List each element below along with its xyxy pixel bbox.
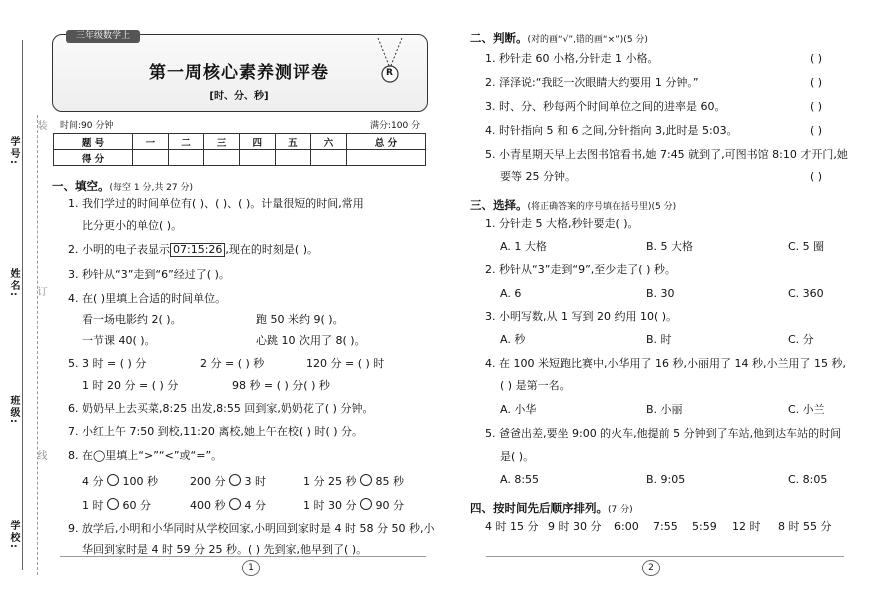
- score-cell: 四: [239, 134, 275, 150]
- s2-q4-answer[interactable]: ( ): [810, 124, 823, 137]
- s3-q1-option-c[interactable]: C. 5 圈: [788, 240, 825, 253]
- full-score: 满分:100 分: [370, 121, 421, 131]
- s4-item: 6:00: [614, 520, 639, 533]
- s1-q3: 3. 秒针从“3”走到“6”经过了( )。: [68, 268, 230, 281]
- s3-q3: 3. 小明写数,从 1 写到 20 约用 10( )。: [485, 310, 678, 323]
- s3-q5-option-a[interactable]: A. 8:55: [500, 473, 540, 486]
- compare-right: 85 秒: [375, 475, 404, 488]
- s4-item: 8 时 55 分: [778, 520, 832, 533]
- compare-circle-input[interactable]: [107, 474, 119, 486]
- s3-q4-option-a[interactable]: A. 小华: [500, 403, 537, 416]
- s1-q4: 4. 在( )里填上合适的时间单位。: [68, 292, 227, 305]
- compare-right: 100 秒: [122, 475, 158, 488]
- section-4-heading: [470, 497, 633, 516]
- compare-right: 3 时: [244, 475, 266, 488]
- s1-q1-line2: 比分更小的单位( )。: [82, 219, 183, 232]
- seal-mark-3: 线: [35, 450, 46, 462]
- s1-q5-b1: 1 时 20 分 = ( ) 分: [82, 379, 179, 392]
- score-cell: 题 号: [54, 134, 133, 150]
- section-2-heading: [470, 27, 648, 46]
- s1-q9-line1: 9. 放学后,小明和小华同时从学校回家,小明回到家时是 4 时 58 分 50 秒,小: [68, 522, 435, 535]
- compare-right: 90 分: [375, 499, 404, 512]
- compare-left: 1 时 30 分: [303, 499, 357, 512]
- s1-q8-a1: [82, 474, 158, 489]
- s4-item: 7:55: [653, 520, 678, 533]
- s4-item: 5:59: [692, 520, 717, 533]
- s1-q8-b3: [303, 498, 404, 513]
- footer-divider-left: [60, 556, 426, 557]
- school-label: 学校:: [8, 520, 19, 550]
- page-number-2: 2: [642, 560, 660, 576]
- score-cell: 总 分: [346, 134, 425, 150]
- compare-right: 60 分: [122, 499, 151, 512]
- s3-q1: 1. 分针走 5 大格,秒针要走( )。: [485, 217, 639, 230]
- score-cell: 三: [204, 134, 240, 150]
- s3-q1-option-b[interactable]: B. 5 大格: [646, 240, 694, 253]
- score-cell[interactable]: [346, 150, 425, 166]
- s1-q8-b1: [82, 498, 151, 513]
- s1-q5-a3: 120 分 = ( ) 时: [306, 357, 385, 370]
- s3-q3-option-c[interactable]: C. 分: [788, 333, 814, 346]
- s1-q8-a3: [303, 474, 404, 489]
- s2-q5-line1: 5. 小青星期天早上去图书馆看书,她 7:45 就到了,可图书馆 8:10 才开门,她: [485, 148, 848, 161]
- compare-left: 1 时: [82, 499, 104, 512]
- s3-q4-line1: 4. 在 100 米短跑比赛中,小华用了 16 秒,小丽用了 14 秒,小兰用了 15 秒,: [485, 357, 846, 370]
- page-title: 第一周核心素养测评卷: [149, 63, 329, 83]
- s4-item: 4 时 15 分: [485, 520, 539, 533]
- score-table: [53, 133, 426, 166]
- section-1-title: 一、填空。: [52, 179, 110, 193]
- s3-q5-option-b[interactable]: B. 9:05: [646, 473, 686, 486]
- section-3-title: 三、选择。: [470, 198, 528, 212]
- s1-q6: 6. 奶奶早上去买菜,8:25 出发,8:55 回到家,奶奶花了( ) 分钟。: [68, 402, 374, 415]
- score-cell[interactable]: [311, 150, 347, 166]
- compare-circle-input[interactable]: [107, 498, 119, 510]
- section-4-note: (7 分): [608, 505, 633, 515]
- s3-q3-option-a[interactable]: A. 秒: [500, 333, 526, 346]
- s3-q2-option-b[interactable]: B. 30: [646, 287, 675, 300]
- s1-q9-line2: 华回到家时是 4 时 59 分 25 秒。( ) 先到家,他早到了( )。: [82, 543, 368, 556]
- score-cell: 五: [275, 134, 311, 150]
- s1-q5-b2: 98 秒 = ( ) 分( ) 秒: [232, 379, 330, 392]
- s3-q5-option-c[interactable]: C. 8:05: [788, 473, 828, 486]
- page-subtitle: [时、分、秒]: [209, 91, 269, 102]
- s1-q4-c: 一节课 40( )。: [82, 334, 156, 347]
- score-cell[interactable]: [275, 150, 311, 166]
- compare-circle-input[interactable]: [360, 498, 372, 510]
- s1-q7: 7. 小红上午 7:50 到校,11:20 离校,她上午在校( ) 时( ) 分。: [68, 425, 364, 438]
- s3-q2: 2. 秒针从“3”走到“9”,至少走了( ) 秒。: [485, 263, 676, 276]
- section-1-heading: [52, 175, 193, 194]
- s1-q4-d: 心跳 10 次用了 8( )。: [256, 334, 366, 347]
- s2-q2: 2. 泽泽说:“我眨一次眼睛大约要用 1 分钟。”: [485, 76, 699, 89]
- s1-q1-line1: 1. 我们学过的时间单位有( )、( )、( )。计量很短的时间,常用: [68, 197, 364, 210]
- score-table-header-row: [54, 134, 426, 150]
- s1-q8-a2: [190, 474, 266, 489]
- badge-letter: R: [386, 68, 393, 78]
- score-cell: 一: [133, 134, 169, 150]
- class-label: 班级:: [8, 395, 19, 425]
- s1-q2-text: 2. 小明的电子表显示: [68, 243, 170, 256]
- section-1-note: (每空 1 分,共 27 分): [109, 183, 194, 193]
- section-3-note: (将正确答案的序号填在括号里)(5 分): [527, 202, 677, 212]
- s3-q4-line2: ( ) 是第一名。: [500, 379, 571, 392]
- s3-q3-option-b[interactable]: B. 时: [646, 333, 672, 346]
- compare-left: 4 分: [82, 475, 104, 488]
- s3-q5-line1: 5. 爸爸出差,要坐 9:00 的火车,他提前 5 分钟到了车站,他到达车站的时间: [485, 427, 842, 440]
- s3-q2-option-c[interactable]: C. 360: [788, 287, 824, 300]
- s3-q1-option-a[interactable]: A. 1 大格: [500, 240, 547, 253]
- s1-q4-b: 跑 50 米约 9( )。: [256, 313, 344, 326]
- digital-clock-display: 07:15:26: [170, 243, 225, 257]
- cut-line: [37, 115, 38, 575]
- score-cell[interactable]: [239, 150, 275, 166]
- score-cell: 六: [311, 134, 347, 150]
- s3-q2-option-a[interactable]: A. 6: [500, 287, 522, 300]
- s2-q1: 1. 秒针走 60 小格,分针走 1 小格。: [485, 52, 659, 65]
- compare-left: 1 分 25 秒: [303, 475, 357, 488]
- s2-q4: 4. 时针指向 5 和 6 之间,分针指向 3,此时是 5:03。: [485, 124, 738, 137]
- name-label: 姓名:: [8, 268, 19, 298]
- score-cell[interactable]: [168, 150, 204, 166]
- margin-line: [22, 40, 23, 570]
- compare-left: 200 分: [190, 475, 226, 488]
- s3-q5-line2: 是( )。: [500, 450, 535, 463]
- compare-circle-input[interactable]: [360, 474, 372, 486]
- page-number-1: 1: [242, 560, 260, 576]
- exam-time: 时间:90 分钟: [60, 121, 114, 131]
- score-cell: 二: [168, 134, 204, 150]
- s4-item: 9 时 30 分: [548, 520, 602, 533]
- s1-q5-a2: 2 分 = ( ) 秒: [200, 357, 265, 370]
- s3-q4-option-c[interactable]: C. 小兰: [788, 403, 825, 416]
- footer-divider-right: [486, 556, 844, 557]
- score-cell[interactable]: [133, 150, 169, 166]
- s3-q4-option-b[interactable]: B. 小丽: [646, 403, 683, 416]
- s1-q2: [68, 243, 318, 257]
- section-2-title: 二、判断。: [470, 31, 528, 45]
- s1-q8: 8. 在◯里填上“>”“<”或“=”。: [68, 449, 223, 462]
- s2-q3-answer[interactable]: ( ): [810, 100, 823, 113]
- s1-q5-a1: 5. 3 时 = ( ) 分: [68, 357, 147, 370]
- compare-right: 4 分: [244, 499, 266, 512]
- compare-circle-input[interactable]: [229, 498, 241, 510]
- score-cell: 得 分: [54, 150, 133, 166]
- score-cell[interactable]: [204, 150, 240, 166]
- s1-q4-a: 看一场电影约 2( )。: [82, 313, 182, 326]
- grade-tag: 三年级数学上: [66, 30, 140, 43]
- s1-q8-b2: [190, 498, 266, 513]
- score-table-score-row: [54, 150, 426, 166]
- seal-mark: 装: [35, 120, 46, 132]
- s1-q2-text-2: ,现在的时刻是( )。: [225, 243, 318, 256]
- section-4-title: 四、按时间先后顺序排列。: [470, 501, 608, 515]
- s2-q1-answer[interactable]: ( ): [810, 52, 823, 65]
- section-2-note: (对的画“√”,错的画“×”)(5 分): [527, 35, 648, 45]
- s2-q2-answer[interactable]: ( ): [810, 76, 823, 89]
- student-id-label: 学号:: [8, 136, 19, 166]
- compare-circle-input[interactable]: [229, 474, 241, 486]
- s2-q5-answer[interactable]: ( ): [810, 170, 823, 183]
- s2-q3: 3. 时、分、秒每两个时间单位之间的进率是 60。: [485, 100, 726, 113]
- seal-mark-2: 订: [35, 286, 46, 298]
- s2-q5-line2: 要等 25 分钟。: [500, 170, 576, 183]
- s4-item: 12 时: [732, 520, 761, 533]
- compare-left: 400 秒: [190, 499, 226, 512]
- section-3-heading: [470, 194, 676, 213]
